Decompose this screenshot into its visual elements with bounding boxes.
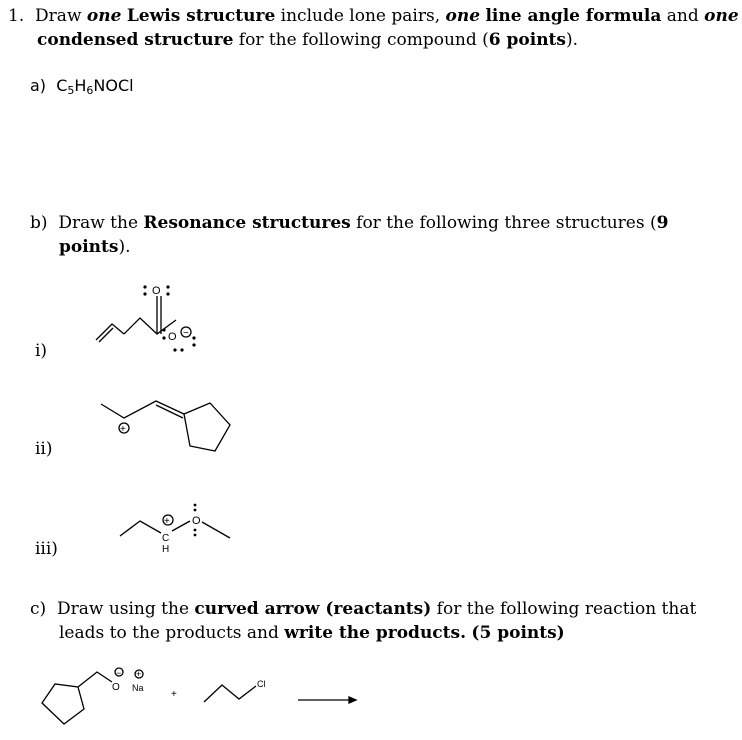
points-number: 9 <box>656 213 669 233</box>
structure-i <box>96 285 196 352</box>
text-fragment: ). <box>565 30 579 50</box>
points-label: (5 points) <box>471 623 565 643</box>
part-b-label: b) <box>30 213 48 233</box>
text-fragment: for the following reaction that <box>431 599 697 619</box>
text-fragment: include lone pairs, <box>275 6 446 26</box>
structure-ii-label: ii) <box>35 439 53 459</box>
emphasis-condensed: condensed structure <box>37 30 234 50</box>
emphasis-lewis: Lewis structure <box>126 6 276 26</box>
emphasis-one: one <box>445 6 481 26</box>
sodium-counter-ion: Na <box>132 683 144 693</box>
emphasis-one: one <box>86 6 122 26</box>
alkyl-chloride-chain <box>204 685 256 702</box>
carbocation-hydrogen: H <box>162 544 170 555</box>
negative-charge: − <box>183 328 189 339</box>
reaction-plus: + <box>171 689 177 700</box>
positive-charge: + <box>136 669 142 679</box>
formula-atom: C <box>56 76 68 95</box>
alkoxide-oxygen: O <box>112 682 120 693</box>
emphasis-curved-arrow: curved arrow (reactants) <box>194 599 432 619</box>
text-fragment: for the following compound ( <box>233 30 489 50</box>
structure-iii <box>120 504 230 555</box>
ether-oxygen: O <box>192 515 201 527</box>
points-label: points <box>59 237 119 257</box>
text-fragment: Draw the <box>58 213 144 233</box>
cyclopentane-ring <box>42 684 84 724</box>
reaction-arrowhead <box>349 697 356 703</box>
carbonyl-oxygen: O <box>152 285 161 297</box>
text-fragment: for the following three structures ( <box>350 213 657 233</box>
carbocation-carbon: C <box>162 533 170 544</box>
structure-i-label: i) <box>35 341 48 361</box>
formula-atom: NOCl <box>93 76 134 95</box>
text-fragment: Draw using the <box>56 599 195 619</box>
alkoxide-oxygen: O <box>168 331 177 343</box>
emphasis-resonance: Resonance structures <box>143 213 351 233</box>
formula-subscript: 5 <box>67 84 75 97</box>
emphasis-one: one <box>704 6 739 26</box>
text-fragment: ). <box>118 237 131 257</box>
points-label: 6 points <box>488 30 566 50</box>
chlorine-atom: Cl <box>257 679 266 689</box>
emphasis-line-angle: line angle formula <box>485 6 662 26</box>
negative-charge: − <box>116 668 122 678</box>
question-number: 1. <box>8 6 25 26</box>
structure-ii <box>101 401 230 451</box>
text-fragment: leads to the products and <box>59 623 285 643</box>
text-fragment: and <box>661 6 705 26</box>
reaction-scheme <box>42 668 356 724</box>
part-a-label: a) <box>30 76 47 95</box>
formula-subscript: 6 <box>86 84 94 97</box>
positive-charge: + <box>164 516 170 527</box>
part-c-label: c) <box>30 599 47 619</box>
structure-iii-label: iii) <box>35 539 58 559</box>
positive-charge: + <box>120 424 126 435</box>
emphasis-write-products: write the products. <box>284 623 467 643</box>
text-fragment: Draw <box>35 6 87 26</box>
formula-atom: H <box>74 76 87 95</box>
